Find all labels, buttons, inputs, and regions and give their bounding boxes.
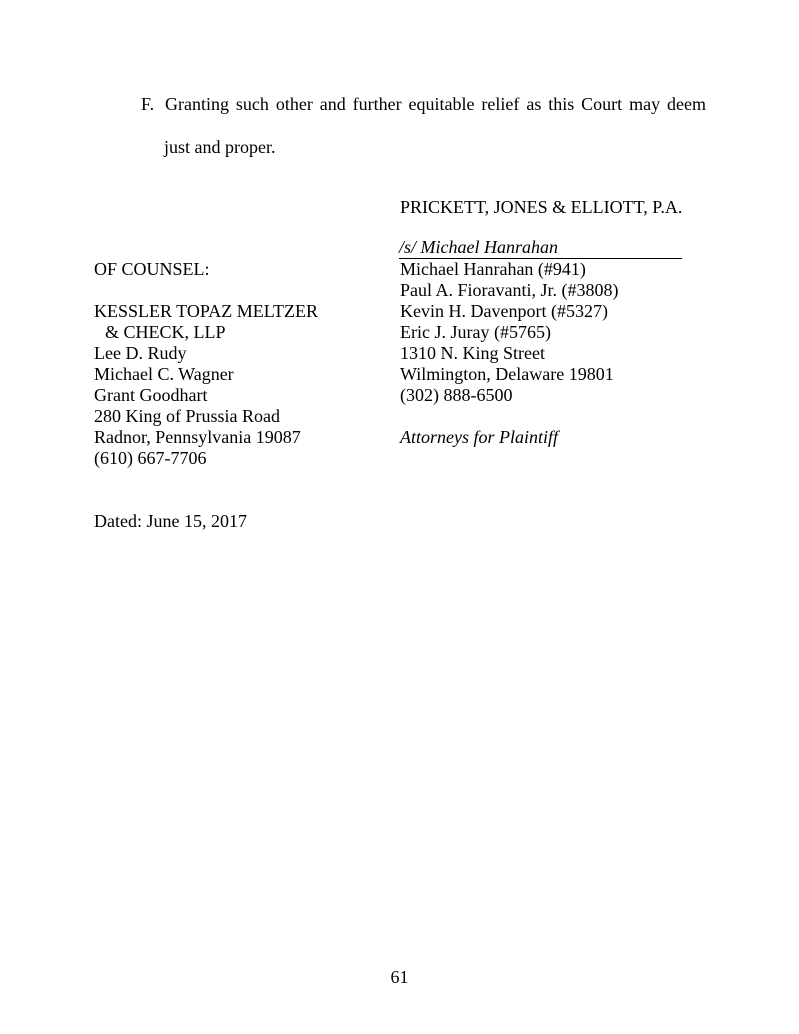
attorney-line: Kevin H. Davenport (#5327) — [400, 301, 608, 321]
prayer-label: F. — [141, 94, 155, 114]
of-counsel-heading: OF COUNSEL: — [94, 259, 210, 279]
of-counsel-block — [94, 301, 318, 469]
counsel-firm-line: KESSLER TOPAZ MELTZER — [94, 301, 319, 321]
counsel-attorney-line: Lee D. Rudy — [94, 343, 187, 363]
phone-line: (302) 888-6500 — [400, 385, 513, 405]
counsel-firm-line: & CHECK, LLP — [105, 322, 226, 342]
prayer-paragraph — [141, 94, 706, 157]
counsel-attorney-line: Grant Goodhart — [94, 385, 208, 405]
attorney-line: Paul A. Fioravanti, Jr. (#3808) — [400, 280, 619, 300]
counsel-phone-line: (610) 667-7706 — [94, 448, 207, 468]
counsel-attorney-line: Michael C. Wagner — [94, 364, 234, 384]
prayer-text-line-1: Granting such other and further equitable relief as this Court may deem — [165, 94, 706, 114]
attorney-line: Eric J. Juray (#5765) — [400, 322, 551, 342]
page-number: 61 — [390, 967, 409, 987]
counsel-address-line: 280 King of Prussia Road — [94, 406, 280, 426]
prayer-text-line-2: just and proper. — [164, 137, 276, 157]
date-line: Dated: June 15, 2017 — [94, 511, 247, 531]
address-line: 1310 N. King Street — [400, 343, 545, 363]
address-line: Wilmington, Delaware 19801 — [400, 364, 614, 384]
attorney-line: Michael Hanrahan (#941) — [400, 259, 586, 279]
signature-block-details — [400, 259, 619, 406]
signature-line: /s/ Michael Hanrahan — [399, 238, 682, 259]
counsel-address-line: Radnor, Pennsylvania 19087 — [94, 427, 301, 447]
attorneys-role: Attorneys for Plaintiff — [400, 427, 558, 447]
prayer-line-1 — [141, 94, 706, 115]
firm-name: PRICKETT, JONES & ELLIOTT, P.A. — [400, 197, 683, 217]
